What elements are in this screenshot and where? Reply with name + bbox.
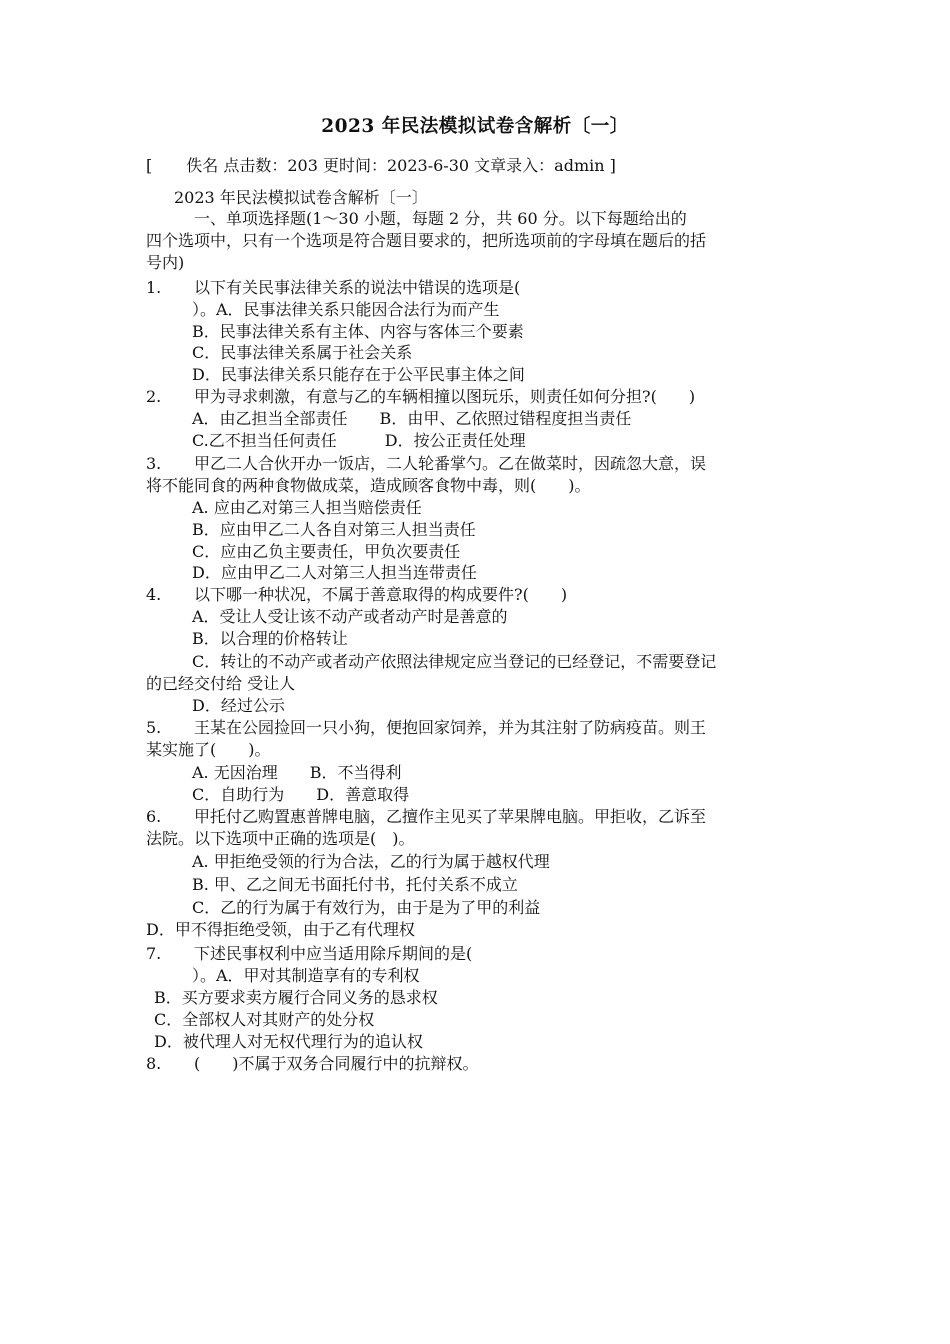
question-option: D．应由甲乙二人对第三人担当连带责任: [192, 563, 477, 582]
question-option-continued: 的已经交付给 受让人: [146, 674, 296, 693]
question-option: A．受让人受让该不动产或者动产时是善意的: [192, 607, 508, 626]
document-title: 2023 年民法模拟试卷含解析〔一〕: [321, 116, 629, 137]
meta-close-bracket: ]: [609, 156, 616, 175]
question-number: 2.: [146, 387, 162, 406]
question-text: 下述民事权利中应当适用除斥期间的是(: [194, 944, 473, 963]
question-option: C．转让的不动产或者动产依照法律规定应当登记的已经登记，不需要登记: [192, 652, 717, 671]
meta-update-time: 更时间：2023-6-30: [323, 156, 470, 175]
question-text: 甲乙二人合伙开办一饭店，二人轮番掌勺。乙在做菜时，因疏忽大意，误: [194, 454, 707, 473]
question-option: B. 甲、乙之间无书面托付书，托付关系不成立: [192, 875, 518, 894]
question-8: [146, 1053, 479, 1075]
meta-open-bracket: [: [146, 156, 153, 175]
question-number: 5.: [146, 718, 162, 737]
question-option: A. 无因治理 B．不当得利: [192, 763, 402, 782]
question-number: 6.: [146, 807, 162, 826]
question-text: ( )不属于双务合同履行中的抗辩权。: [194, 1054, 479, 1073]
section-intro-line: 四个选项中，只有一个选项是符合题目要求的，把所选项前的字母填在题后的括: [146, 231, 707, 250]
question-number: 1.: [146, 278, 162, 297]
question-option: ）。A．甲对其制造享有的专利权: [192, 966, 420, 985]
question-7: [146, 943, 472, 965]
question-option: A. 应由乙对第三人担当赔偿责任: [192, 498, 422, 517]
question-number: 8.: [146, 1054, 162, 1073]
article-meta: [146, 155, 616, 177]
question-text-continued: 将不能同食的两种食物做成菜，造成顾客食物中毒，则( )。: [146, 476, 591, 495]
document-subtitle: 2023 年民法模拟试卷含解析〔一〕: [174, 188, 428, 207]
question-2: [146, 386, 695, 408]
meta-editor: 文章录入：admin: [474, 156, 605, 175]
question-4: [146, 584, 567, 606]
question-text: 甲为寻求刺激，有意与乙的车辆相撞以图玩乐，则责任如何分担?( ): [194, 387, 696, 406]
question-option: C．乙的行为属于有效行为，由于是为了甲的利益: [192, 898, 541, 917]
question-text: 以下有关民事法律关系的说法中错误的选项是(: [194, 278, 521, 297]
question-option: D．被代理人对无权代理行为的追认权: [154, 1032, 423, 1051]
section-intro-line: 号内): [146, 253, 185, 272]
question-6: [146, 806, 706, 828]
question-3: [146, 453, 706, 475]
question-option: C.乙不担当任何责任 D．按公正责任处理: [192, 431, 526, 450]
question-option: B．民事法律关系有主体、内容与客体三个要素: [192, 322, 524, 341]
question-option: C．自助行为 D．善意取得: [192, 785, 410, 804]
question-option: D．甲不得拒绝受领，由于乙有代理权: [146, 920, 415, 939]
question-option: B．应由甲乙二人各自对第三人担当责任: [192, 520, 476, 539]
question-text-continued: 某实施了( )。: [146, 740, 271, 759]
question-option: ）。A．民事法律关系只能因合法行为而产生: [192, 300, 500, 319]
question-option: D．民事法律关系只能存在于公平民事主体之间: [192, 365, 525, 384]
question-number: 3.: [146, 454, 162, 473]
section-intro-line: 一、单项选择题(1～30 小题，每题 2 分，共 60 分。以下每题给出的: [146, 209, 687, 228]
question-option: D．经过公示: [192, 696, 285, 715]
question-option: A．由乙担当全部责任 B．由甲、乙依照过错程度担当责任: [192, 409, 632, 428]
question-option: B．以合理的价格转让: [192, 629, 348, 648]
question-option: B．买方要求卖方履行合同义务的恳求权: [154, 988, 438, 1007]
question-text-continued: 法院。以下选项中正确的选项是( )。: [146, 829, 415, 848]
meta-author: 佚名: [186, 156, 219, 175]
question-5: [146, 717, 706, 739]
question-option: C．全部权人对其财产的处分权: [154, 1010, 375, 1029]
question-1: [146, 277, 520, 299]
question-number: 7.: [146, 944, 162, 963]
question-text: 甲托付乙购置惠普牌电脑，乙擅作主见买了苹果牌电脑。甲拒收，乙诉至: [194, 807, 707, 826]
meta-clicks: 点击数：203: [223, 156, 318, 175]
question-text: 以下哪一种状况，不属于善意取得的构成要件?( ): [194, 585, 568, 604]
question-option: C．应由乙负主要责任，甲负次要责任: [192, 542, 461, 561]
question-option: A. 甲拒绝受领的行为合法，乙的行为属于越权代理: [192, 852, 550, 871]
question-text: 王某在公园捡回一只小狗，便抱回家饲养，并为其注射了防病疫苗。则王: [194, 718, 707, 737]
question-number: 4.: [146, 585, 162, 604]
question-option: C．民事法律关系属于社会关系: [192, 343, 413, 362]
